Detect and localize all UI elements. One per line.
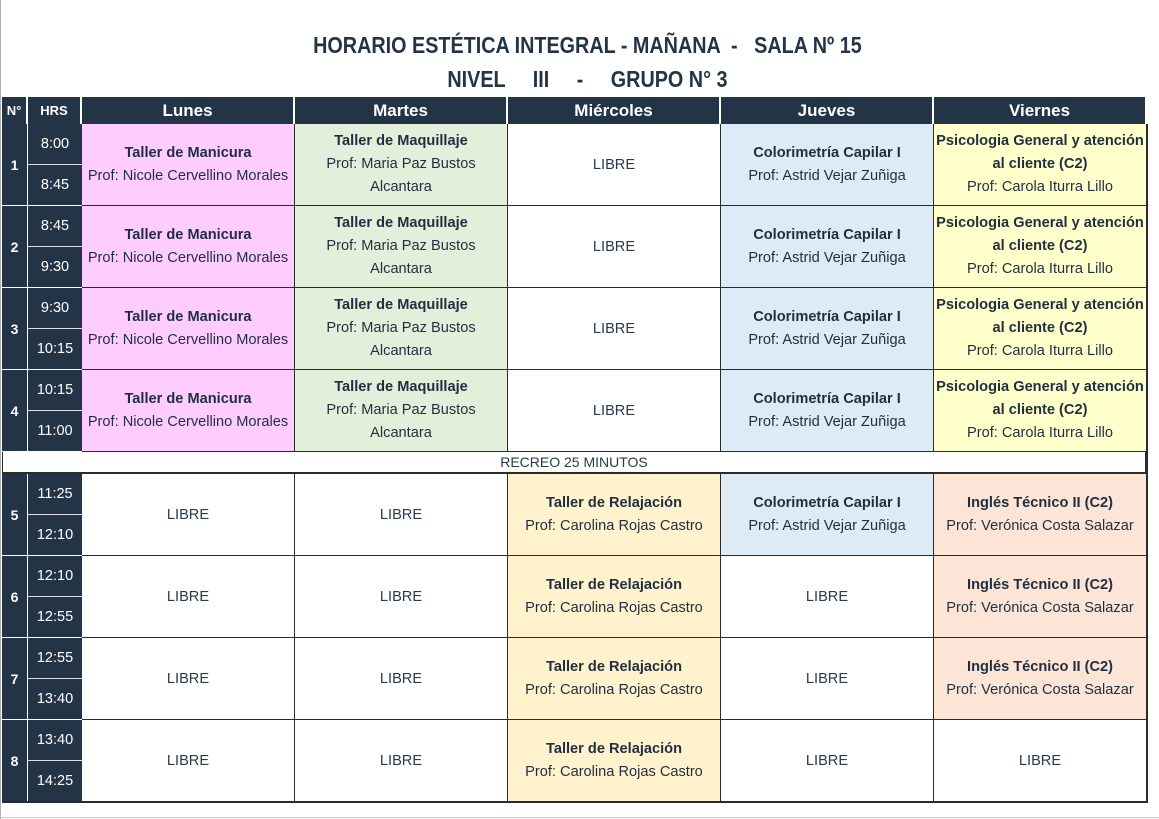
course-name: Colorimetría Capilar I [753,144,901,161]
free-label: LIBRE [805,752,849,769]
free-slot [508,206,721,288]
end-time: 9:30 [28,247,82,288]
end-time: 8:45 [28,165,82,206]
header-day: Miércoles [508,97,721,124]
free-label: LIBRE [379,752,423,769]
free-slot [508,370,721,452]
course-name: Inglés Técnico II (C2) [967,494,1113,511]
professor-name: Prof: Astrid Vejar Zuñiga [748,413,906,430]
start-time: 12:10 [28,556,82,597]
recess-row: RECREO 25 MINUTOS [2,452,1147,474]
end-time: 12:55 [28,597,82,638]
professor-name: Prof: Carolina Rojas Castro [525,763,703,780]
free-slot [82,474,295,556]
class-slot [721,288,934,370]
class-slot [295,370,508,452]
professor-name: Prof: Carolina Rojas Castro [525,599,703,616]
end-time: 11:00 [28,411,82,452]
free-label: LIBRE [592,402,636,419]
end-time: 14:25 [28,761,82,802]
course-name: Taller de Maquillaje [334,133,468,149]
free-label: LIBRE [379,670,423,687]
class-slot [82,370,295,452]
block-number: 3 [2,288,28,370]
professor-name: Prof: Astrid Vejar Zuñiga [748,331,906,348]
table-frame [2,801,1148,803]
block-number: 7 [2,638,28,720]
course-name: Inglés Técnico II (C2) [967,658,1113,675]
header-day: Martes [295,97,508,124]
block-number: 1 [2,124,28,206]
free-label: LIBRE [166,588,210,605]
class-slot [82,124,295,206]
free-label: LIBRE [805,670,849,687]
class-slot [508,720,721,802]
free-slot [82,720,295,802]
block-number: 2 [2,206,28,288]
start-time: 13:40 [28,720,82,761]
professor-name: Prof: Carola Iturra Lillo [967,261,1113,277]
class-slot [934,288,1147,370]
end-time: 13:40 [28,679,82,720]
page-border [0,0,1,819]
professor-name: Prof: Carola Iturra Lillo [967,425,1113,441]
free-label: LIBRE [592,320,636,337]
class-slot [934,556,1147,638]
course-name: Taller de Maquillaje [334,297,468,313]
free-label: LIBRE [805,588,849,605]
free-label: LIBRE [1018,752,1062,769]
class-slot [721,474,934,556]
free-slot [295,556,508,638]
block-number: 4 [2,370,28,452]
start-time: 11:25 [28,474,82,515]
free-label: LIBRE [592,238,636,255]
course-name: Inglés Técnico II (C2) [967,576,1113,593]
course-name: Taller de Maquillaje [334,379,468,395]
class-slot [295,206,508,288]
professor-name: Prof: Carola Iturra Lillo [967,343,1113,359]
class-slot [934,206,1147,288]
class-slot [934,370,1147,452]
course-name: Taller de Manicura [124,308,252,325]
professor-name: Prof: Astrid Vejar Zuñiga [748,167,906,184]
free-label: LIBRE [592,156,636,173]
free-slot [721,638,934,720]
class-slot [934,124,1147,206]
course-name: Psicologia General y atención al cliente (C2) [936,379,1144,418]
professor-name: Prof: Nicole Cervellino Morales [87,249,289,266]
professor-name: Prof: Nicole Cervellino Morales [87,167,289,184]
free-label: LIBRE [379,588,423,605]
professor-name: Prof: Astrid Vejar Zuñiga [748,517,906,534]
table-frame [1146,124,1148,802]
start-time: 8:00 [28,124,82,165]
free-slot [295,638,508,720]
free-label: LIBRE [379,506,423,523]
free-slot [508,124,721,206]
header-day: Jueves [721,97,934,124]
professor-name: Prof: Astrid Vejar Zuñiga [748,249,906,266]
professor-name: Prof: Carolina Rojas Castro [525,517,703,534]
course-name: Psicologia General y atención al cliente (C2) [936,297,1144,336]
course-name: Psicologia General y atención al cliente (C2) [936,133,1144,172]
course-name: Colorimetría Capilar I [753,494,901,511]
course-name: Taller de Relajación [546,576,682,593]
class-slot [721,124,934,206]
start-time: 10:15 [28,370,82,411]
free-slot [934,720,1147,802]
end-time: 10:15 [28,329,82,370]
professor-name: Prof: Maria Paz Bustos Alcantara [326,156,476,195]
header-num: N° [2,97,28,124]
start-time: 12:55 [28,638,82,679]
professor-name: Prof: Maria Paz Bustos Alcantara [326,402,476,441]
free-label: LIBRE [166,670,210,687]
start-time: 9:30 [28,288,82,329]
professor-name: Prof: Nicole Cervellino Morales [87,331,289,348]
free-label: LIBRE [166,506,210,523]
professor-name: Prof: Verónica Costa Salazar [946,599,1134,616]
class-slot [934,638,1147,720]
course-name: Taller de Maquillaje [334,215,468,231]
free-slot [82,556,295,638]
professor-name: Prof: Verónica Costa Salazar [946,681,1134,698]
block-number: 8 [2,720,28,802]
class-slot [934,474,1147,556]
course-name: Psicologia General y atención al cliente (C2) [936,215,1144,254]
free-slot [721,720,934,802]
professor-name: Prof: Maria Paz Bustos Alcantara [326,320,476,359]
class-slot [721,370,934,452]
course-name: Taller de Manicura [124,226,252,243]
class-slot [295,124,508,206]
professor-name: Prof: Nicole Cervellino Morales [87,413,289,430]
free-label: LIBRE [166,752,210,769]
header-day: Viernes [934,97,1147,124]
course-name: Colorimetría Capilar I [753,308,901,325]
end-time: 12:10 [28,515,82,556]
class-slot [82,288,295,370]
schedule-subtitle: NIVEL III - GRUPO N° 3 [447,66,728,92]
course-name: Taller de Relajación [546,740,682,757]
header-day: Lunes [82,97,295,124]
class-slot [82,206,295,288]
professor-name: Prof: Carola Iturra Lillo [967,179,1113,195]
course-name: Colorimetría Capilar I [753,390,901,407]
class-slot [508,474,721,556]
class-slot [508,638,721,720]
class-slot [295,288,508,370]
course-name: Taller de Manicura [124,144,252,161]
class-slot [508,556,721,638]
free-slot [721,556,934,638]
schedule-title: HORARIO ESTÉTICA INTEGRAL - MAÑANA - SALA Nº 15 [313,32,862,58]
free-slot [295,720,508,802]
header-hrs: HRS [28,97,82,124]
block-number: 6 [2,556,28,638]
course-name: Taller de Relajación [546,658,682,675]
professor-name: Prof: Carolina Rojas Castro [525,681,703,698]
professor-name: Prof: Maria Paz Bustos Alcantara [326,238,476,277]
course-name: Colorimetría Capilar I [753,226,901,243]
free-slot [508,288,721,370]
professor-name: Prof: Verónica Costa Salazar [946,517,1134,534]
free-slot [295,474,508,556]
free-slot [82,638,295,720]
start-time: 8:45 [28,206,82,247]
page-border [0,817,1159,818]
class-slot [721,206,934,288]
block-number: 5 [2,474,28,556]
course-name: Taller de Manicura [124,390,252,407]
course-name: Taller de Relajación [546,494,682,511]
